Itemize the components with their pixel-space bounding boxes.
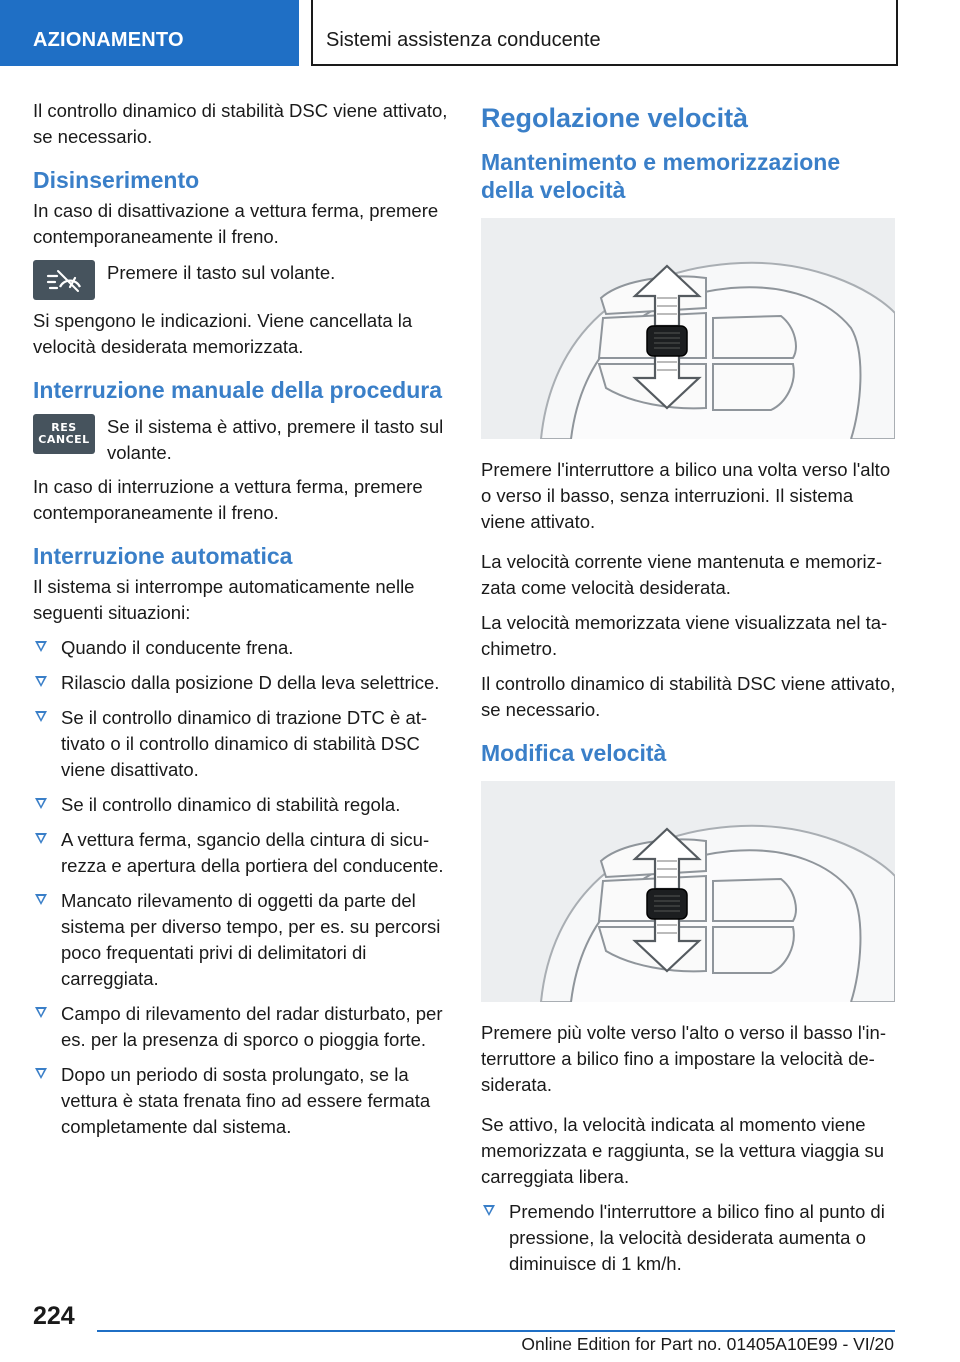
heading-interruzione-automatica: Interruzione automatica — [33, 543, 293, 569]
list-item: Mancato rilevamento di oggetti da parte del sistema per diverso tempo, per es. su percorsi poco frequentati privi di delimitatori di carreggiata. — [33, 888, 449, 992]
bullet-triangle-icon — [483, 1205, 495, 1216]
right-column — [481, 98, 897, 1286]
modifica-list — [481, 1199, 897, 1277]
heading-disinserimento: Disinserimento — [33, 167, 200, 193]
cruise-control-off-icon — [33, 260, 95, 300]
steering-wheel-illustration-svg — [481, 218, 895, 439]
res-cancel-button-icon — [33, 414, 95, 454]
heading-mantenimento: Mantenimento e memorizzazione della velocità — [481, 149, 841, 203]
section-modifica-velocita — [481, 739, 897, 1277]
section-disinserimento — [33, 166, 449, 360]
intro-paragraph: Il controllo dinamico di stabilità DSC viene attivato, se necessario. — [33, 100, 448, 147]
list-item: Rilascio dalla posizione D della leva selettrice. — [33, 670, 449, 696]
res-label: RES — [51, 421, 77, 434]
chapter-title-box — [311, 0, 898, 66]
heading-interruzione-manuale: Interruzione manuale della procedura — [33, 377, 442, 403]
bullet-triangle-icon — [35, 676, 47, 687]
left-column — [33, 98, 449, 1149]
steering-wheel-rocker-illustration-2 — [481, 781, 895, 1002]
list-item: Dopo un periodo di sosta prolungato, se la vettura è stata frenata fino ad essere fermata completamente dal sistema. — [33, 1062, 449, 1140]
steering-wheel-rocker-illustration — [481, 218, 895, 439]
list-item: A vettura ferma, sgancio della cintura di sicurezza e apertura della portiera del conducente. — [33, 827, 449, 879]
bullet-triangle-icon — [35, 711, 47, 722]
disinserimento-icon-row — [33, 260, 449, 300]
mantenimento-p3: La velocità memorizzata viene visualizzata nel tachimetro. — [481, 612, 888, 659]
cancel-label: CANCEL — [38, 433, 90, 446]
list-item: Se il controllo dinamico di trazione DTC è attivato o il controllo dinamico di stabilità DSC viene disattivato. — [33, 705, 449, 783]
heading-modifica-velocita: Modifica velocità — [481, 740, 667, 766]
mantenimento-p4: Il controllo dinamico di stabilità DSC viene attivato, se necessario. — [481, 673, 896, 720]
heading-regolazione-velocita: Regolazione velocità — [481, 103, 749, 133]
bullet-triangle-icon — [35, 894, 47, 905]
interruzione-automatica-list — [33, 635, 449, 1140]
interruzione-manuale-after: In caso di interruzione a vettura ferma, premere contemporaneamente il freno. — [33, 476, 423, 523]
disinserimento-after: Si spengono le indicazioni. Viene cancellata la velocità desiderata memorizzata. — [33, 310, 413, 357]
list-item: Quando il conducente frena. — [33, 635, 449, 661]
section-label: AZIONAMENTO — [33, 29, 184, 51]
list-item: Campo di rilevamento del radar disturbato, per es. per la presenza di sporco o pioggia forte. — [33, 1001, 449, 1053]
bullet-triangle-icon — [35, 1068, 47, 1079]
mantenimento-p2: La velocità corrente viene mantenuta e memorizzata come velocità desiderata. — [481, 551, 883, 598]
section-interruzione-manuale — [33, 376, 449, 526]
disinserimento-text: In caso di disattivazione a vettura ferma, premere contemporaneamente il freno. — [33, 200, 439, 247]
interruzione-manuale-icon-text: Se il sistema è attivo, premere il tasto sul volante. — [107, 416, 444, 463]
page-header — [0, 0, 960, 68]
bullet-triangle-icon — [35, 833, 47, 844]
modifica-p2: Se attivo, la velocità indicata al momento viene memorizzata e raggiunta, se la vettura viaggia su carreggiata libera. — [481, 1114, 885, 1187]
chapter-title: Sistemi assistenza conducente — [326, 29, 601, 51]
bullet-triangle-icon — [35, 1007, 47, 1018]
section-interruzione-automatica — [33, 542, 449, 1140]
section-tab — [0, 0, 299, 66]
mantenimento-p1: Premere l'interruttore a bilico una volta verso l'alto o verso il basso, senza interruzioni. Il sistema viene attivato. — [481, 459, 891, 532]
modifica-p1: Premere più volte verso l'alto o verso il basso l'interruttore a bilico fino a impostare la velocità desiderata. — [481, 1022, 886, 1095]
bullet-triangle-icon — [35, 641, 47, 652]
list-item: Premendo l'interruttore a bilico fino al punto di pressione, la velocità desiderata aumenta o diminuisce di 1 km/h. — [481, 1199, 897, 1277]
edition-label: Online Edition for Part no. 01405A10E99 - VI/20 — [521, 1334, 894, 1354]
footer-rule — [97, 1330, 895, 1332]
disinserimento-icon-text: Premere il tasto sul volante. — [107, 262, 336, 283]
steering-wheel-illustration-svg-2 — [481, 781, 895, 1002]
bullet-triangle-icon — [35, 798, 47, 809]
list-item: Se il controllo dinamico di stabilità regola. — [33, 792, 449, 818]
interruzione-manuale-icon-row — [33, 414, 449, 466]
interruzione-automatica-intro: Il sistema si interrompe automaticamente nelle seguenti situazioni: — [33, 576, 415, 623]
page-number: 224 — [33, 1302, 75, 1330]
